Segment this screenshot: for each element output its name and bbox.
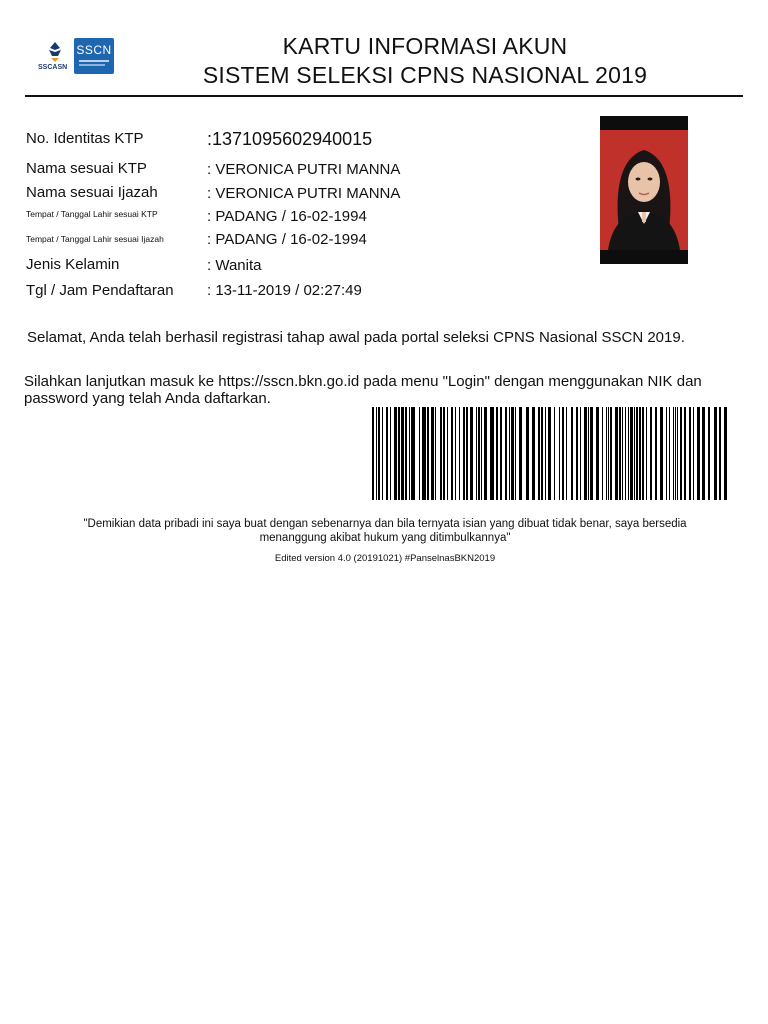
barcode-bar: [622, 407, 623, 500]
barcode-bar: [541, 407, 543, 500]
barcode-bar: [411, 407, 415, 500]
barcode-bar: [576, 407, 578, 500]
barcode-bar: [566, 407, 567, 500]
barcode-bar: [719, 407, 721, 500]
separator: :: [207, 257, 212, 274]
barcode-bar: [532, 407, 535, 500]
barcode-bar: [666, 407, 667, 500]
edition-note: Edited version 4.0 (20191021) #PanselnasBKN2019: [274, 553, 496, 564]
barcode-bar: [509, 407, 510, 500]
barcode-bar: [606, 407, 607, 500]
barcode-bar: [680, 407, 682, 500]
barcode-bar: [548, 407, 551, 500]
sscn-logo: [74, 38, 114, 74]
barcode-bar: [677, 407, 678, 500]
barcode-bar: [500, 407, 502, 500]
page-title-line-1: KARTU INFORMASI AKUN: [282, 33, 568, 59]
barcode-bar: [554, 407, 555, 500]
barcode-bar: [431, 407, 434, 500]
sscasn-logo-text: SSCASN: [38, 64, 68, 71]
barcode-bar: [684, 407, 686, 500]
separator: :: [207, 129, 213, 149]
sscasn-emblem-icon: [38, 40, 72, 64]
gender: Wanita: [215, 257, 262, 274]
value-gender: [207, 257, 261, 274]
barcode-bar: [459, 407, 460, 500]
registration-barcode: [372, 407, 730, 500]
barcode-bar: [511, 407, 514, 500]
barcode-bar: [484, 407, 487, 500]
value-name-ijazah: [207, 185, 400, 202]
barcode-bar: [451, 407, 453, 500]
sscasn-logo: [38, 40, 72, 72]
barcode-bar: [476, 407, 477, 500]
label-name-ktp: Nama sesuai KTP: [26, 160, 147, 177]
barcode-bar: [405, 407, 407, 500]
sscn-logo-subline: [79, 64, 105, 66]
label-gender: Jenis Kelamin: [26, 256, 120, 273]
barcode-bar: [675, 407, 676, 500]
barcode-bar: [466, 407, 468, 500]
barcode-bar: [443, 407, 445, 500]
barcode-bar: [376, 407, 377, 500]
page-title-line-2: SISTEM SELEKSI CPNS NASIONAL 2019: [202, 62, 648, 88]
barcode-bar: [419, 407, 420, 500]
barcode-bar: [625, 407, 626, 500]
label-birth-ijazah: Tempat / Tanggal Lahir sesuai Ijazah: [26, 234, 164, 244]
barcode-bar: [580, 407, 581, 500]
separator: :: [207, 208, 212, 225]
header-divider: [25, 95, 743, 97]
barcode-bar: [447, 407, 448, 500]
barcode-bar: [642, 407, 644, 500]
barcode-bar: [515, 407, 516, 500]
barcode-bar: [440, 407, 442, 500]
barcode-bar: [673, 407, 674, 500]
barcode-bar: [636, 407, 638, 500]
barcode-bar: [545, 407, 546, 500]
declaration-text: [40, 517, 730, 545]
barcode-bar: [602, 407, 603, 500]
birth-ktp: PADANG / 16-02-1994: [215, 208, 367, 225]
barcode-bar: [372, 407, 374, 500]
barcode-bar: [702, 407, 705, 500]
congratulation-text: Selamat, Anda telah berhasil registrasi tahap awal pada portal seleksi CPNS Nasional SSCN 2019.: [27, 329, 685, 346]
barcode-bar: [669, 407, 670, 500]
barcode-bar: [610, 407, 612, 500]
barcode-bar: [526, 407, 529, 500]
barcode-bar: [708, 407, 710, 500]
separator: :: [207, 161, 212, 178]
barcode-bar: [571, 407, 573, 500]
portrait-photo: [600, 116, 688, 264]
barcode-bar: [634, 407, 635, 500]
barcode-bar: [724, 407, 727, 500]
barcode-bar: [559, 407, 560, 500]
barcode-bar: [689, 407, 691, 500]
barcode-bar: [386, 407, 388, 500]
barcode-bar: [538, 407, 540, 500]
barcode-bar: [619, 407, 621, 500]
instruction-line-2: password yang telah Anda daftarkan.: [24, 390, 271, 407]
declaration-line-1: "Demikian data pribadi ini saya buat dengan sebenarnya dan bila ternyata isian yang dibuat tidak benar, saya bersedia: [83, 518, 687, 530]
value-registration-time: [207, 282, 362, 299]
sscn-logo-subline: [79, 60, 109, 62]
name-ktp: VERONICA PUTRI MANNA: [215, 161, 401, 178]
barcode-bar: [660, 407, 663, 500]
barcode-bar: [697, 407, 700, 500]
name-ijazah: VERONICA PUTRI MANNA: [215, 185, 401, 202]
barcode-bar: [455, 407, 456, 500]
barcode-bar: [590, 407, 593, 500]
barcode-bar: [608, 407, 609, 500]
barcode-bar: [401, 407, 404, 500]
barcode-bar: [470, 407, 473, 500]
barcode-bar: [646, 407, 647, 500]
barcode-bar: [628, 407, 629, 500]
birth-ijazah: PADANG / 16-02-1994: [215, 231, 367, 248]
instruction-line-1: Silahkan lanjutkan masuk ke https://sscn.bkn.go.id pada menu "Login" dengan menggunakan NIK dan: [24, 373, 702, 390]
barcode-bar: [463, 407, 465, 500]
barcode-bar: [422, 407, 426, 500]
profile-photo: [600, 116, 688, 264]
value-birth-ktp: [207, 208, 367, 225]
barcode-bar: [562, 407, 564, 500]
label-ktp-number: No. Identitas KTP: [26, 130, 144, 147]
barcode-bar: [398, 407, 400, 500]
barcode-bar: [427, 407, 429, 500]
barcode-bar: [655, 407, 657, 500]
value-birth-ijazah: [207, 231, 367, 248]
label-registration-time: Tgl / Jam Pendaftaran: [26, 282, 174, 299]
barcode-bar: [519, 407, 522, 500]
value-name-ktp: [207, 161, 400, 178]
value-ktp-number: [207, 129, 372, 150]
barcode-bar: [639, 407, 641, 500]
barcode-bar: [490, 407, 494, 500]
barcode-bar: [435, 407, 436, 500]
barcode-bar: [409, 407, 410, 500]
barcode-bar: [390, 407, 391, 500]
barcode-bar: [693, 407, 694, 500]
barcode-bar: [478, 407, 480, 500]
barcode-bar: [496, 407, 498, 500]
separator: :: [207, 185, 212, 202]
registration-time: 13-11-2019 / 02:27:49: [215, 282, 362, 299]
barcode-bar: [596, 407, 599, 500]
barcode-bar: [382, 407, 383, 500]
label-name-ijazah: Nama sesuai Ijazah: [26, 184, 158, 201]
sscn-logo-text: SSCN: [76, 43, 112, 57]
separator: :: [207, 282, 212, 299]
barcode-bar: [505, 407, 507, 500]
barcode-bar: [588, 407, 589, 500]
declaration-line-2: menanggung akibat hukum yang ditimbulkannya": [259, 532, 511, 544]
separator: :: [207, 231, 212, 248]
ktp-number: 1371095602940015: [212, 129, 373, 149]
barcode-bar: [615, 407, 618, 500]
barcode-bar: [650, 407, 652, 500]
barcode-bar: [394, 407, 397, 500]
label-birth-ktp: Tempat / Tanggal Lahir sesuai KTP: [26, 209, 158, 219]
barcode-bar: [378, 407, 380, 500]
barcode-bar: [584, 407, 587, 500]
barcode-bar: [481, 407, 482, 500]
barcode-bar: [630, 407, 633, 500]
barcode-bar: [714, 407, 717, 500]
